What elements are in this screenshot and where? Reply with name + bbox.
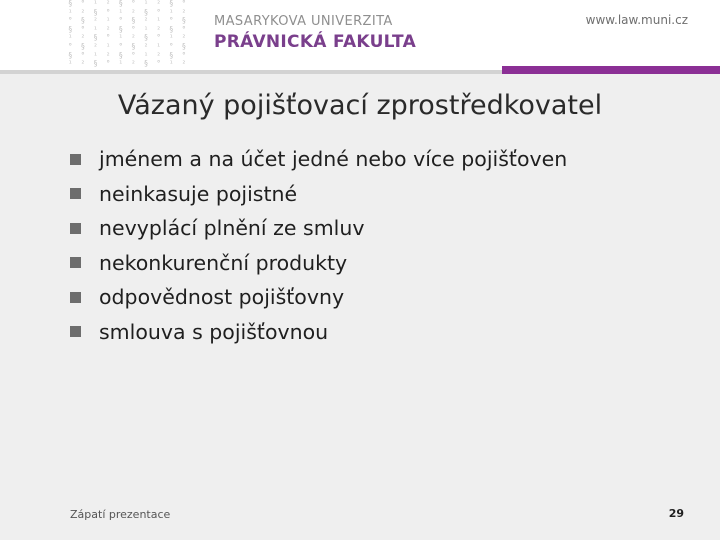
square-bullet-icon: [70, 223, 81, 234]
list-item: [70, 246, 567, 281]
bullet-text: nekonkurenční produkty: [99, 250, 348, 275]
list-item: [70, 177, 567, 212]
square-bullet-icon: [70, 154, 81, 165]
bullet-text: nevyplácí plnění ze smluv: [99, 216, 365, 241]
list-item: [70, 211, 567, 246]
bullet-text: odpovědnost pojišťovny: [99, 285, 345, 310]
square-bullet-icon: [70, 257, 81, 268]
decorative-glyph-pattern: § ° ¹ ² § ° ¹ ² § ° ¹ ² § ° ¹ ² § ° ¹ ² ° § ² ¹ ° § ² ¹ ° § § ° ¹ ² § ° ¹ ² § ° ¹ ² § ° ¹ ² § ° ¹ ² ° § ² ¹ ° § ² ¹ ° § § ° ¹ ² § ° ¹ ² § ° ¹ ² § ° ¹ ² § ° ¹ ²: [68, 0, 188, 69]
bullet-text: jménem a na účet jedné nebo více pojišťoven: [99, 147, 568, 172]
bullet-text: smlouva s pojišťovnou: [99, 319, 329, 344]
square-bullet-icon: [70, 292, 81, 303]
list-item: [70, 280, 567, 315]
bullet-list: [70, 142, 567, 349]
slide-title: Vázaný pojišťovací zprostředkovatel: [117, 90, 603, 121]
page-number: 29: [668, 507, 684, 520]
header-divider-grey: [0, 70, 502, 74]
slide-header: [0, 0, 720, 70]
footer-text: Zápatí prezentace: [70, 508, 171, 521]
header-divider-purple: [502, 66, 720, 74]
university-name: MASARYKOVA UNIVERZITA: [214, 14, 393, 29]
website-url: www.law.muni.cz: [585, 13, 688, 27]
list-item: [70, 142, 567, 177]
square-bullet-icon: [70, 188, 81, 199]
square-bullet-icon: [70, 326, 81, 337]
faculty-name: PRÁVNICKÁ FAKULTA: [214, 32, 417, 52]
list-item: [70, 315, 567, 350]
bullet-text: neinkasuje pojistné: [99, 181, 298, 206]
